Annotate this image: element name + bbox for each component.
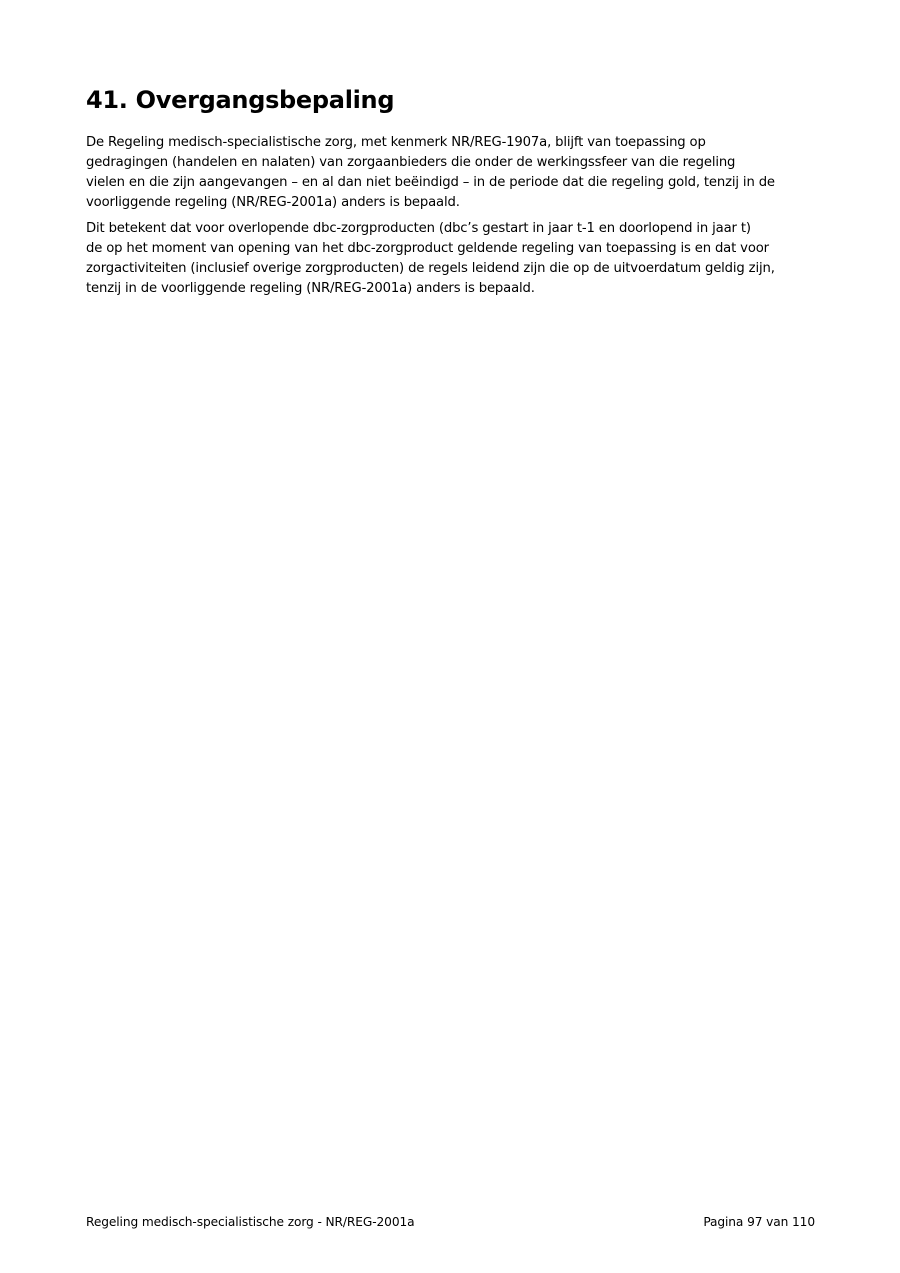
body-text (86, 133, 826, 305)
paragraph-1 (86, 133, 826, 213)
footer-page-number: Pagina 97 van 110 (703, 1215, 815, 1229)
paragraph-line: gedragingen (handelen en nalaten) van zorgaanbieders die onder de werkingssfeer van die regeling (86, 155, 736, 170)
footer-document-title: Regeling medisch-specialistische zorg - NR/REG-2001a (86, 1215, 415, 1229)
paragraph-line: zorgactiviteiten (inclusief overige zorgproducten) de regels leidend zijn die op de uitvoerdatum geldig zijn, (86, 261, 775, 276)
paragraph-line: voorliggende regeling (NR/REG-2001a) anders is bepaald. (86, 195, 460, 210)
paragraph-line: tenzij in de voorliggende regeling (NR/REG-2001a) anders is bepaald. (86, 281, 535, 296)
page-footer (86, 1212, 815, 1232)
paragraph-2 (86, 219, 826, 299)
paragraph-line: De Regeling medisch-specialistische zorg, met kenmerk NR/REG-1907a, blijft van toepassing op (86, 135, 706, 150)
paragraph-line: vielen en die zijn aangevangen – en al dan niet beëindigd – in de periode dat die regeling gold, tenzij in de (86, 175, 775, 190)
paragraph-line: Dit betekent dat voor overlopende dbc-zorgproducten (dbc’s gestart in jaar t-1 en doorlopend in jaar t) (86, 221, 751, 236)
page-title: 41. Overgangsbepaling (86, 86, 395, 114)
paragraph-line: de op het moment van opening van het dbc-zorgproduct geldende regeling van toepassing is en dat voor (86, 241, 769, 256)
